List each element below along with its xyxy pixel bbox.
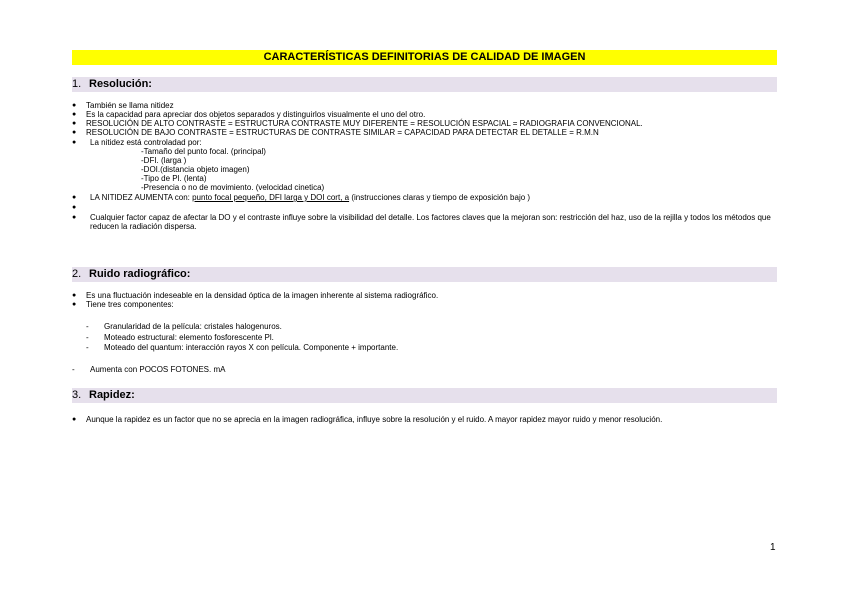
bullet-icon: ● — [72, 120, 77, 127]
sub-item: -Presencia o no de movimiento. (velocidad cinetica) — [141, 183, 325, 192]
section-number: 3. — [72, 389, 82, 401]
list-item: La nitidez está controladad por: — [90, 138, 202, 147]
nitidez-factors: punto focal pequeño, DFI larga y DOI cort, a — [192, 193, 350, 202]
section-header-rapidez — [72, 388, 777, 403]
bullet-icon: ● — [72, 139, 77, 146]
bullet-icon: ● — [72, 194, 77, 201]
dash-icon: - — [72, 365, 75, 374]
section-title: Resolución: — [89, 78, 152, 90]
section-title: Ruido radiográfico: — [89, 268, 191, 280]
list-item: Aumenta con POCOS FOTONES. mA — [90, 365, 226, 374]
list-item: También se llama nitidez — [86, 101, 174, 110]
nitidez-prefix: LA NITIDEZ AUMENTA con: — [90, 193, 193, 202]
bullet-icon: ● — [72, 129, 77, 136]
list-item: RESOLUCIÓN DE BAJO CONTRASTE = ESTRUCTURAS DE CONTRASTE SIMILAR = CAPACIDAD PARA DETECTAR EL DETALLE = R.M.N — [86, 128, 599, 137]
bullet-icon: ● — [72, 301, 77, 308]
section-title: Rapidez: — [89, 389, 135, 401]
dash-icon: - — [86, 343, 89, 352]
dash-icon: - — [86, 333, 89, 342]
list-item: Es una fluctuación indeseable en la densidad óptica de la imagen inherente al sistema radiográfico. — [86, 291, 439, 300]
nitidez-suffix: (instrucciones claras y tiempo de exposición bajo ) — [349, 193, 531, 202]
section-header-resolucion — [72, 77, 777, 92]
sub-item: -Tipo de Pl. (lenta) — [141, 174, 207, 183]
list-item: RESOLUCIÓN DE ALTO CONTRASTE = ESTRUCTURA CONTRASTE MUY DIFERENTE = RESOLUCIÓN ESPACIAL = RADIOGRAFIA CONVENCIONAL. — [86, 119, 643, 128]
sub-item: Granularidad de la película: cristales halogenuros. — [104, 322, 282, 331]
dash-icon: - — [86, 322, 89, 331]
sub-item: -DFI. (larga ) — [141, 156, 187, 165]
sub-item: -DOI.(distancia objeto imagen) — [141, 165, 250, 174]
sub-item: Moteado del quantum: interacción rayos X con película. Componente + importante. — [104, 343, 399, 352]
section-number: 1. — [72, 78, 82, 90]
bullet-icon: ● — [72, 102, 77, 109]
list-item: Aunque la rapidez es un factor que no se aprecia en la imagen radiográfica, influye sobre la resolución y el ruido. A mayor rapidez mayor ruido y menor resolución. — [86, 415, 663, 424]
sub-item: Moteado estructural: elemento fosforescente Pl. — [104, 333, 274, 342]
list-item: Tiene tres componentes: — [86, 300, 174, 309]
list-item-nitidez-aumenta — [90, 193, 530, 202]
bullet-icon: ● — [72, 111, 77, 118]
bullet-icon: ● — [72, 204, 77, 211]
section-number: 2. — [72, 268, 82, 280]
document-title: CARACTERÍSTICAS DEFINITORIAS DE CALIDAD DE IMAGEN — [72, 50, 777, 65]
list-item: Cualquier factor capaz de afectar la DO y el contraste influye sobre la visibilidad del detalle. Los factores claves que la mejoran son: restricción del haz, uso de la rejilla y todos los métodos que reducen la radiación dispersa. — [90, 213, 771, 231]
list-item: Es la capacidad para apreciar dos objetos separados y distinguirlos visualmente el uno del otro. — [86, 110, 426, 119]
section-header-ruido — [72, 267, 777, 282]
bullet-icon: ● — [72, 214, 77, 221]
bullet-icon: ● — [72, 416, 77, 423]
bullet-icon: ● — [72, 292, 77, 299]
sub-item: -Tamaño del punto focal. (principal) — [141, 147, 266, 156]
page-number: 1 — [770, 542, 776, 553]
